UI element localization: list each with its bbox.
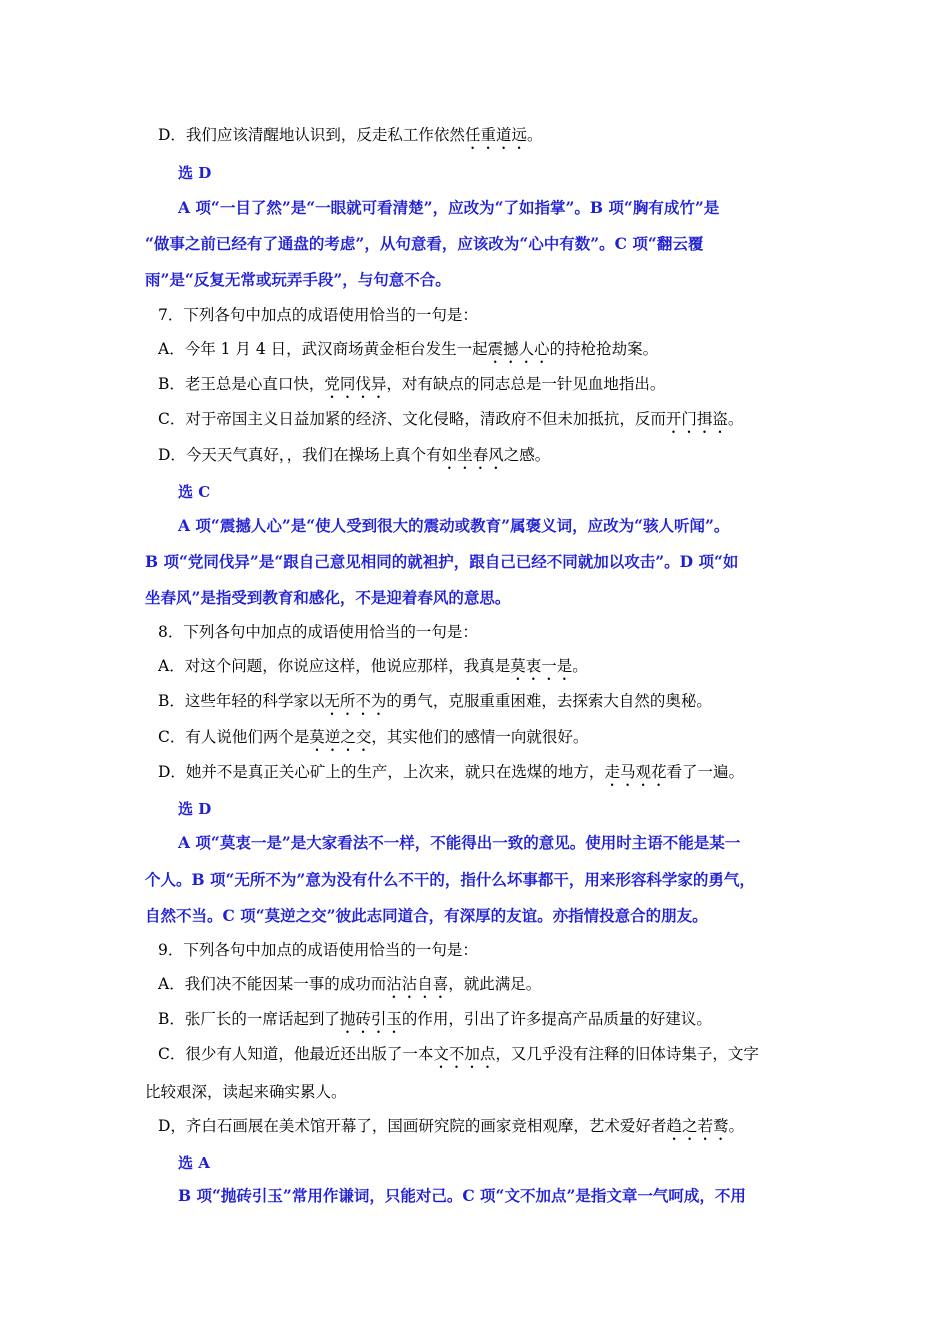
line-text-before: A．我们决不能因某一事的成功而 — [158, 975, 387, 993]
dotted-idiom: 莫衷一是 — [510, 657, 573, 675]
line-text-after: ，就此满足。 — [448, 975, 542, 993]
option-line — [158, 339, 814, 367]
question-line — [158, 125, 814, 153]
option-line — [158, 409, 814, 437]
dotted-idiom: 任重道远 — [464, 126, 527, 144]
option-line — [158, 1044, 814, 1072]
option-line — [158, 1116, 814, 1144]
dotted-idiom: 震撼人心 — [487, 340, 550, 358]
line-text-after: 的勇气，克服重重困难，去探索大自然的奥秘。 — [386, 692, 712, 710]
dotted-idiom: 莫逆之交 — [309, 728, 372, 746]
explanation-line: A 项“震撼人心”是“使人受到很大的震动或教育”属褒义词，应改为“骇人听闻”。 — [178, 516, 730, 535]
option-line — [158, 727, 814, 755]
answer-label: 选 D — [178, 800, 212, 818]
explanation-line: 个人。B 项“无所不为”意为没有什么不干的，指什么坏事都干，用来形容科学家的勇气， — [145, 870, 755, 889]
line-text-before: B．老王总是心直口快， — [158, 375, 325, 393]
line-text-before: C．有人说他们两个是 — [158, 728, 310, 746]
line-text-after: 。 — [526, 126, 543, 144]
line-text-after: 。 — [727, 410, 744, 428]
line-text-before: D．我们应该清醒地认识到，反走私工作依然 — [158, 126, 465, 144]
option-line — [158, 974, 814, 1002]
line-text-before: D，齐白石画展在美术馆开幕了，国画研究院的画家竞相观摩，艺术爱好者 — [158, 1117, 667, 1135]
dotted-idiom: 党同伐异 — [324, 375, 387, 393]
option-line — [158, 691, 814, 719]
line-text-before: B．张厂长的一席话起到了 — [158, 1010, 340, 1028]
option-line — [158, 1009, 814, 1037]
option-line — [158, 762, 814, 790]
question-line: 7．下列各句中加点的成语使用恰当的一句是： — [158, 306, 478, 324]
line-text-before: D．她并不是真正关心矿上的生产，上次来，就只在选煤的地方， — [158, 763, 605, 781]
dotted-idiom: 如坐春风 — [441, 446, 504, 464]
explanation-line: B 项“党同伐异”是“跟自己意见相同的就袒护，跟自己已经不同就加以攻击”。D 项“如 — [145, 552, 739, 571]
dotted-idiom: 抛砖引玉 — [339, 1010, 402, 1028]
line-text-before: A．对这个问题，你说应这样，他说应那样，我真是 — [158, 657, 511, 675]
question-line: 8．下列各句中加点的成语使用恰当的一句是： — [158, 623, 478, 641]
explanation-line: A 项“莫衷一是”是大家看法不一样，不能得出一致的意见。使用时主语不能是某一 — [178, 833, 741, 852]
line-text-after: 。 — [728, 1117, 744, 1135]
dotted-idiom: 文不加点 — [433, 1045, 496, 1063]
option-line — [158, 374, 814, 402]
line-text-before: C．对于帝国主义日益加紧的经济、文化侵略，清政府不但未加抵抗，反而 — [158, 410, 666, 428]
option-line — [158, 445, 814, 473]
line-text-after: ，其实他们的感情一向就很好。 — [371, 728, 589, 746]
dotted-idiom: 开门揖盗 — [665, 410, 728, 428]
option-line — [158, 656, 814, 684]
explanation-line: “做事之前已经有了通盘的考虑”，从句意看，应该改为“心中有数”。C 项“翻云覆 — [145, 234, 704, 253]
line-text-after: 。 — [572, 657, 588, 675]
line-text-after: 之感。 — [503, 446, 551, 464]
question-line: 9．下列各句中加点的成语使用恰当的一句是： — [158, 941, 478, 959]
line-text-after: ，对有缺点的同志总是一针见血地指出。 — [386, 375, 666, 393]
explanation-line: B 项“抛砖引玉”常用作谦词，只能对己。C 项“文不加点”是指文章一气呵成，不用 — [178, 1186, 746, 1205]
dotted-idiom: 沾沾自喜 — [386, 975, 449, 993]
line-text-before: C．很少有人知道，他最近还出版了一本 — [158, 1045, 434, 1063]
explanation-line: A 项“一目了然”是“一眼就可看清楚”，应改为“了如指掌”。B 项“胸有成竹”是 — [178, 198, 720, 217]
answer-label: 选 C — [178, 483, 211, 501]
line-text-after: 的持枪抢劫案。 — [549, 340, 659, 358]
answer-label: 选 D — [178, 164, 212, 182]
dotted-idiom: 趋之若鹜 — [666, 1117, 729, 1135]
line-text-after: ，又几乎没有注释的旧体诗集子，文字 — [495, 1045, 759, 1063]
line-text-before: B．这些年轻的科学家以 — [158, 692, 325, 710]
line-text-before: D．今天天气真好，，我们在操场上真个有 — [158, 446, 442, 464]
answer-label: 选 A — [178, 1154, 210, 1172]
explanation-line: 自然不当。C 项“莫逆之交”彼此志同道合，有深厚的友谊。亦指情投意合的朋友。 — [145, 906, 708, 925]
dotted-idiom: 无所不为 — [324, 692, 387, 710]
line-text-after: 的作用，引出了许多提高产品质量的好建议。 — [401, 1010, 712, 1028]
option-continuation-line: 比较艰深，读起来确实累人。 — [145, 1083, 347, 1101]
explanation-line: 雨”是“反复无常或玩弄手段”，与句意不合。 — [145, 270, 451, 289]
line-text-after: 看了一遍。 — [666, 763, 744, 781]
line-text-before: A．今年 1 月 4 日，武汉商场黄金柜台发生一起 — [158, 340, 488, 358]
explanation-line: 坐春风”是指受到教育和感化，不是迎着春风的意思。 — [145, 588, 511, 607]
dotted-idiom: 走马观花 — [604, 763, 667, 781]
